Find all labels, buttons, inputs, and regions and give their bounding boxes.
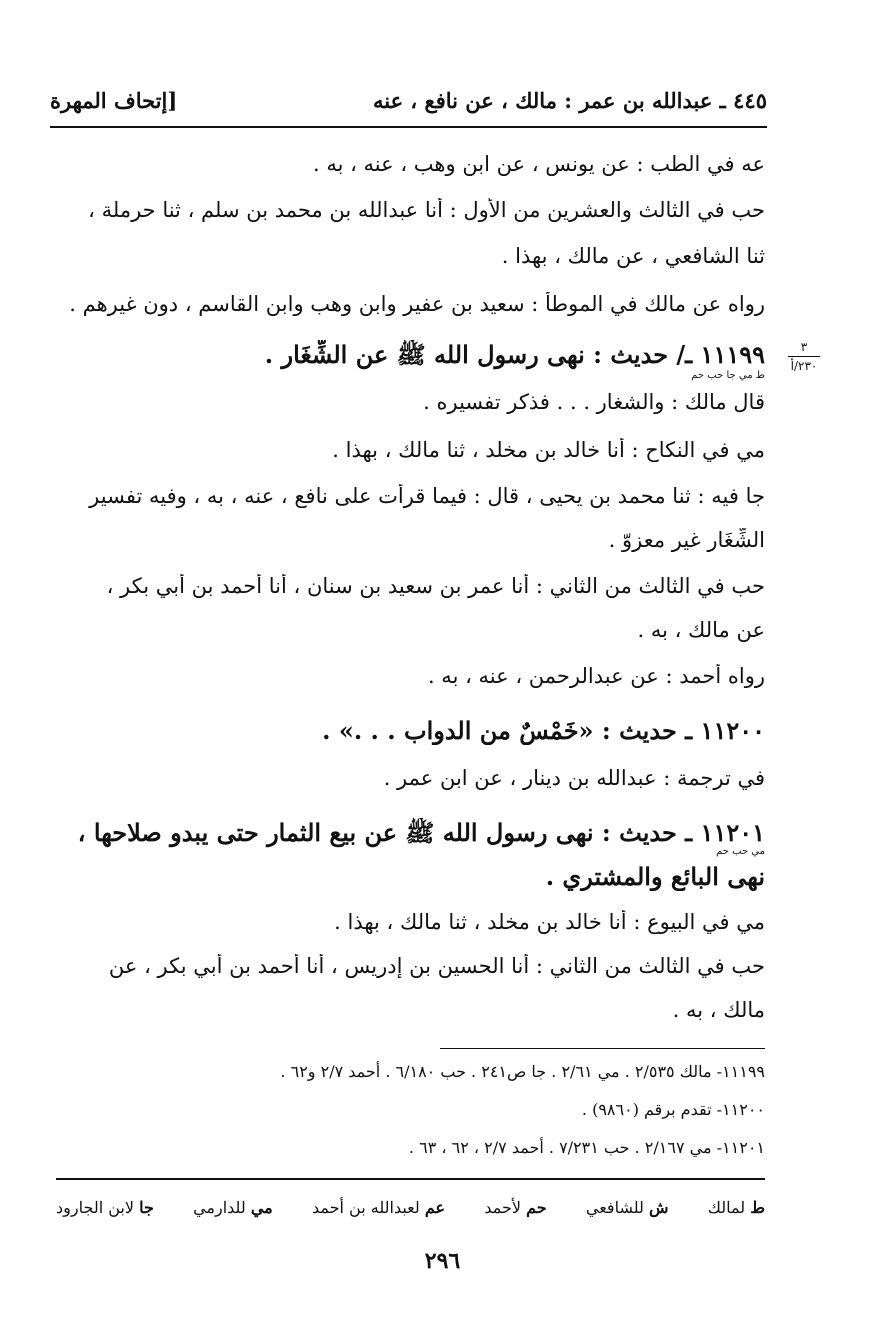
text-line: في ترجمة : عبدالله بن دينار ، عن ابن عمر . xyxy=(383,766,765,790)
legend-rule xyxy=(56,1178,765,1180)
footnote-separator xyxy=(440,1048,765,1049)
legend-abbr: ط xyxy=(750,1197,765,1217)
legend-item xyxy=(193,1198,273,1217)
footnote-11201: ١١٢٠١- مي ٢/١٦٧ . حب ٧/٢٣١ . أحمد ٢/٧ ، ٦٢ ، ٦٣ . xyxy=(408,1138,765,1157)
text-line: قال مالك : والشغار . . . فذكر تفسيره . xyxy=(423,390,765,414)
header-title: ٤٤٥ ـ عبدالله بن عمر : مالك ، عن نافع ، عنه xyxy=(373,87,767,113)
text-line: عن مالك ، به . xyxy=(637,618,765,642)
legend-abbr: مي xyxy=(250,1197,273,1217)
text-line: جا فيه : ثنا محمد بن يحيى ، قال : فيما قرأت على نافع ، عنه ، به ، وفيه تفسير xyxy=(89,484,765,508)
margin-note-top: ٣ xyxy=(800,340,808,354)
legend-abbr: عم xyxy=(424,1197,446,1217)
hadith-heading-11201-cont: نهى البائع والمشتري . xyxy=(545,862,765,891)
sigla-11199: ط مي جا حب حم xyxy=(691,370,765,381)
text-line: مالك ، به . xyxy=(672,998,765,1022)
legend-abbr: حم xyxy=(526,1197,547,1217)
text-line: مي في البيوع : أنا خالد بن مخلد ، ثنا مالك ، بهذا . xyxy=(334,910,765,934)
text-line: الشِّغَار غير معزوّ . xyxy=(608,528,765,552)
legend-item xyxy=(312,1198,445,1217)
text-line: حب في الثالث من الثاني : أنا الحسين بن إدريس ، أنا أحمد بن أبي بكر ، عن xyxy=(108,954,765,978)
legend-item xyxy=(586,1198,669,1217)
text-line: رواه عن مالك في الموطأ : سعيد بن عفير وابن وهب وابن القاسم ، دون غيرهم . xyxy=(69,292,765,316)
margin-folio-note xyxy=(784,340,824,373)
legend-label: لابن الجارود xyxy=(56,1197,134,1217)
page-number: ٢٩٦ xyxy=(424,1248,461,1274)
text-line: ثنا الشافعي ، عن مالك ، بهذا . xyxy=(501,244,765,268)
footnote-11199: ١١١٩٩- مالك ٢/٥٣٥ . مي ٢/٦١ . جا ص٢٤١ . حب ٦/١٨٠ . أحمد ٢/٧ و٦٢ . xyxy=(280,1062,765,1081)
margin-note-bottom: ٢٣٠/أ xyxy=(790,359,818,373)
legend-label: لمالك xyxy=(707,1197,746,1217)
text-line: مي في النكاح : أنا خالد بن مخلد ، ثنا مالك ، بهذا . xyxy=(332,438,765,462)
hadith-heading-11201: ١١٢٠١ ـ حديث : نهى رسول الله ﷺ عن بيع الثمار حتى يبدو صلاحها ، xyxy=(77,818,765,847)
abbreviation-legend xyxy=(56,1192,765,1222)
margin-note-bar xyxy=(788,356,820,357)
legend-label: لأحمد xyxy=(484,1197,521,1217)
text-line: حب في الثالث والعشرين من الأول : أنا عبدالله بن محمد بن سلم ، ثنا حرملة ، xyxy=(88,198,765,222)
sigla-11201: مي حب حم xyxy=(716,846,765,857)
legend-item xyxy=(56,1198,154,1217)
hadith-heading-11200: ١١٢٠٠ ـ حديث : «خَمْسٌ من الدواب . . .» . xyxy=(322,716,765,745)
legend-item xyxy=(708,1198,765,1217)
legend-label: للشافعي xyxy=(585,1197,644,1217)
header-book-title: [إتحاف المهرة xyxy=(50,87,178,113)
legend-abbr: ش xyxy=(648,1197,669,1217)
legend-label: للدارمي xyxy=(193,1197,246,1217)
footnote-11200: ١١٢٠٠- تقدم برقم (٩٨٦٠) . xyxy=(581,1100,765,1119)
text-line: عه في الطب : عن يونس ، عن ابن وهب ، عنه ، به . xyxy=(312,152,765,176)
hadith-heading-11199: ١١١٩٩ ـ/ حديث : نهى رسول الله ﷺ عن الشِّغَار . xyxy=(264,340,765,369)
text-line: رواه أحمد : عن عبدالرحمن ، عنه ، به . xyxy=(427,664,765,688)
main-text xyxy=(56,0,765,1040)
legend-abbr: جا xyxy=(139,1197,154,1217)
legend-label: لعبدالله بن أحمد xyxy=(311,1197,420,1217)
text-line: حب في الثالث من الثاني : أنا عمر بن سعيد بن سنان ، أنا أحمد بن أبي بكر ، xyxy=(106,574,765,598)
legend-item xyxy=(484,1198,546,1217)
